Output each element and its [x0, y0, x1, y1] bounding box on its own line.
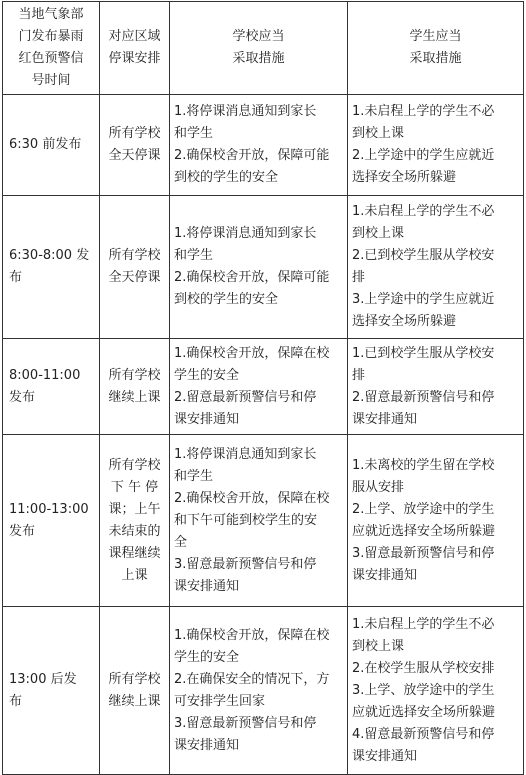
cell-line: 未结束的 [108, 523, 161, 539]
row-region [100, 339, 170, 435]
cell-line: 门发布暴雨 [18, 29, 84, 44]
cell-line: 课安排通知 [352, 567, 418, 583]
cell-line: 布 [9, 693, 23, 709]
cell-line: 4.留意最新预警信号和停 [352, 726, 495, 742]
cell-line: 1.未启程上学的学生不必 [352, 204, 495, 219]
cell-line: 2.确保校舍开放，保障在校 [174, 490, 330, 506]
row-time [3, 196, 100, 339]
cell-line: 上课 [121, 567, 148, 583]
cell-line: 学生应当 [409, 29, 462, 44]
cell-line: 采取措施 [232, 51, 285, 66]
cell-line: 2.确保校舍开放，保障可能 [174, 270, 330, 285]
cell-line: 到校的学生的安全 [174, 170, 279, 185]
cell-line: 课安排通知 [352, 411, 418, 427]
cell-line: 到校上课 [352, 126, 405, 141]
cell-line: 继续上课 [108, 389, 161, 405]
cell-line: 继续上课 [108, 693, 161, 709]
header-time [3, 2, 100, 95]
table-row [3, 95, 524, 196]
cell-line: 发布 [9, 389, 36, 405]
cell-line: 全 [174, 534, 188, 550]
row-school-measures [170, 435, 348, 607]
cell-line: 和学生 [174, 126, 214, 141]
cell-line: 发布 [9, 523, 36, 539]
cell-line: 6:30 前发布 [9, 137, 82, 152]
cell-line: 1.未启程上学的学生不必 [352, 616, 495, 632]
row-school-measures [170, 196, 348, 339]
cell-line: 到校上课 [352, 638, 405, 654]
cell-line: 2.上学、放学途中的学生 [352, 501, 495, 517]
cell-line: 2.留意最新预警信号和停 [352, 389, 495, 405]
cell-line: 8:00-11:00 [9, 367, 81, 383]
row-school-measures [170, 339, 348, 435]
cell-line: 1.将停课消息通知到家长 [174, 104, 317, 119]
row-region [100, 196, 170, 339]
cell-line: 1.未启程上学的学生不必 [352, 104, 495, 119]
table-row [3, 339, 524, 435]
cell-line: 选择安全场所躲避 [352, 314, 457, 329]
header-student [348, 2, 524, 95]
cell-line: 可安排学生回家 [174, 693, 266, 709]
row-region [100, 607, 170, 775]
cell-line: 11:00-13:00 [9, 501, 89, 517]
cell-line: 排 [352, 367, 366, 383]
row-region [100, 435, 170, 607]
rainstorm-warning-table [2, 1, 524, 775]
cell-line: 学校应当 [232, 29, 285, 44]
cell-line: 2.在确保安全的情况下，方 [174, 671, 330, 687]
row-student-measures [348, 339, 524, 435]
cell-line: 应就近选择安全场所躲避 [352, 523, 496, 539]
table-row [3, 196, 524, 339]
row-student-measures [348, 95, 524, 196]
cell-line: 所有学校 [108, 248, 161, 263]
cell-line: 所有学校 [108, 367, 161, 383]
row-time [3, 339, 100, 435]
cell-line: 1.未离校的学生留在学校 [352, 457, 495, 473]
cell-line: 课安排通知 [174, 578, 240, 594]
row-school-measures [170, 607, 348, 775]
cell-line: 当地气象部 [18, 7, 84, 22]
row-time [3, 607, 100, 775]
cell-line: 学生的安全 [174, 367, 240, 383]
cell-line: 2.在校学生服从学校安排 [352, 660, 495, 676]
cell-line: 对应区域 [108, 29, 161, 44]
header-school [170, 2, 348, 95]
cell-line: 停课安排 [108, 51, 161, 66]
cell-line: 2.上学途中的学生应就近 [352, 148, 495, 163]
cell-line: 选择安全场所躲避 [352, 170, 457, 185]
cell-line: 3.上学途中的学生应就近 [352, 292, 495, 307]
cell-line: 应就近选择安全场所躲避 [352, 704, 496, 720]
cell-line: 3.留意最新预警信号和停 [174, 715, 317, 731]
cell-line: 所有学校 [108, 671, 161, 687]
cell-line: 13:00 后发 [9, 671, 77, 687]
cell-line: 号时间 [31, 73, 71, 88]
cell-line: 1.将停课消息通知到家长 [174, 446, 317, 462]
cell-line: 和学生 [174, 468, 214, 484]
cell-line: 3.留意最新预警信号和停 [174, 556, 317, 572]
header-row [3, 2, 524, 95]
row-student-measures [348, 435, 524, 607]
cell-line: 排 [352, 270, 366, 285]
cell-line: 到校的学生的安全 [174, 292, 279, 307]
cell-line: 采取措施 [409, 51, 462, 66]
cell-line: 3.留意最新预警信号和停 [352, 545, 495, 561]
cell-line: 课安排通知 [352, 748, 418, 764]
cell-line: 1.将停课消息通知到家长 [174, 226, 317, 241]
row-time [3, 435, 100, 607]
cell-line: 全天停课 [108, 270, 161, 285]
cell-line: 和学生 [174, 248, 214, 263]
row-school-measures [170, 95, 348, 196]
cell-line: 课安排通知 [174, 737, 240, 753]
cell-line: 下 午 停 [110, 479, 159, 495]
cell-line: 到校上课 [352, 226, 405, 241]
row-region [100, 95, 170, 196]
cell-line: 1.确保校舍开放，保障在校 [174, 345, 330, 361]
row-student-measures [348, 607, 524, 775]
cell-line: 所有学校 [108, 126, 161, 141]
cell-line: 6:30-8:00 发 [9, 248, 90, 263]
cell-line: 服从安排 [352, 479, 405, 495]
cell-line: 学生的安全 [174, 649, 240, 665]
cell-line: 3.上学、放学途中的学生 [352, 682, 495, 698]
cell-line: 布 [9, 270, 23, 285]
cell-line: 1.确保校舍开放，保障在校 [174, 627, 330, 643]
cell-line: 课；上午 [108, 501, 161, 517]
cell-line: 2.留意最新预警信号和停 [174, 389, 317, 405]
cell-line: 所有学校 [108, 457, 161, 473]
cell-line: 课程继续 [108, 545, 161, 561]
table-row [3, 607, 524, 775]
cell-line: 1.已到校学生服从学校安 [352, 345, 495, 361]
cell-line: 课安排通知 [174, 411, 240, 427]
cell-line: 2.确保校舍开放，保障可能 [174, 148, 330, 163]
cell-line: 全天停课 [108, 148, 161, 163]
cell-line: 和下午可能到校学生的安 [174, 512, 318, 528]
row-student-measures [348, 196, 524, 339]
cell-line: 2.已到校学生服从学校安 [352, 248, 495, 263]
table-row [3, 435, 524, 607]
row-time [3, 95, 100, 196]
rainstorm-warning-table-container [2, 1, 523, 775]
cell-line: 红色预警信 [18, 51, 84, 66]
header-region [100, 2, 170, 95]
